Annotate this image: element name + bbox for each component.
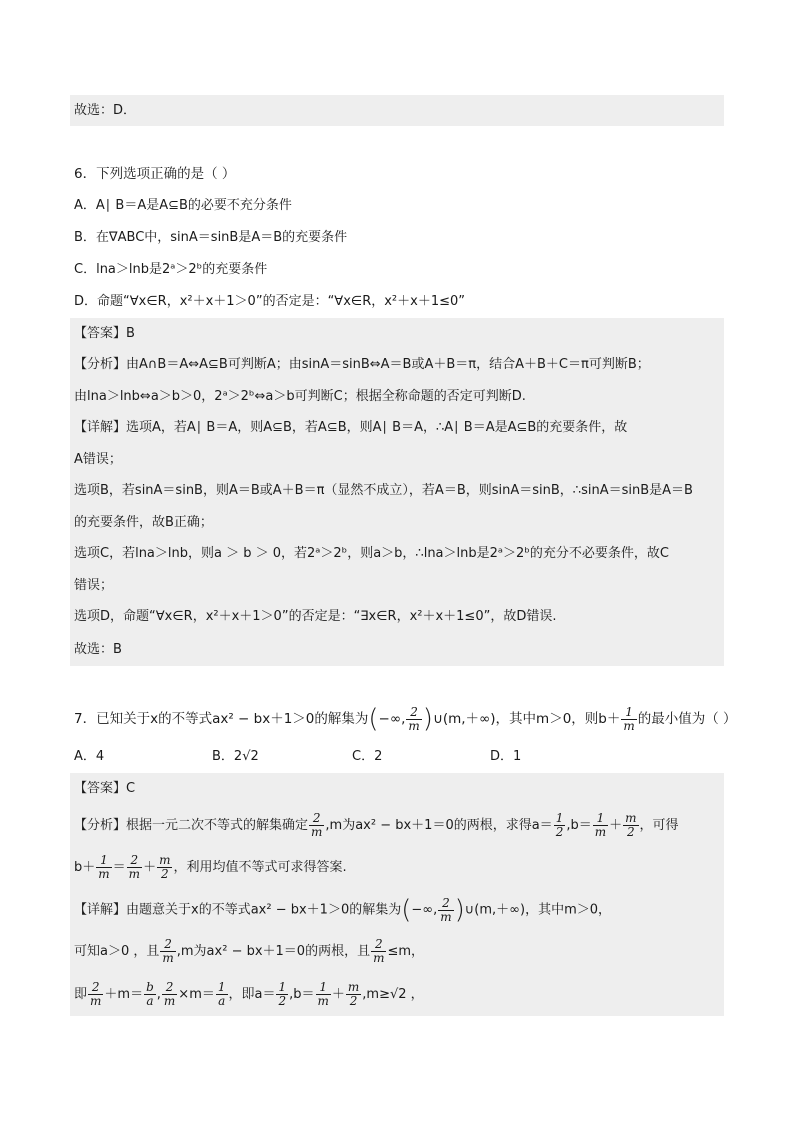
text: ,m为ax² − bx＋1＝0的两根，且 [176,944,371,959]
text: 即 [74,987,88,1002]
denominator: m [162,951,174,965]
text: 可知a＞0 ，且 [74,944,160,959]
denominator: m [98,867,110,881]
text: 6．下列选项正确的是（ ） [74,166,236,182]
answer-line [70,773,724,805]
denominator: 2 [555,825,564,839]
numerator: 1 [621,706,636,720]
text: , [156,987,161,1002]
denominator: m [373,951,385,965]
numerator: 1 [316,981,331,995]
denominator: m [311,825,323,839]
fraction [216,981,228,1007]
denominator: 2 [349,994,358,1008]
question-7-options [70,746,724,768]
text: A．A∣ B＝A是A⊆B的必要不充分条件 [74,198,292,213]
conclusion-line [70,633,724,666]
text: ∪(m,＋∞)，其中m＞0，则b＋ [432,711,621,727]
option-b [70,227,724,249]
numerator: 2 [160,938,175,952]
option-a [70,195,724,217]
text: 选项C，若lna＞lnb，则a ＞ b ＞ 0，若2ᵃ＞2ᵇ，则a＞b，∴lna＞lnb是2ᵃ＞2ᵇ的充分不必要条件，故C [74,546,669,561]
detail-line [70,973,724,1016]
text: −∞, [411,902,438,918]
text: ＋ [609,818,623,833]
analysis-line [70,349,724,381]
denominator: m [594,825,607,839]
text: C．lna＞lnb是2ᵃ＞2ᵇ的充要条件 [74,262,268,277]
text: ，利用均值不等式可求得答案. [173,860,347,875]
denominator: 2 [160,867,169,881]
numerator: 2 [309,812,324,826]
fraction [309,812,324,838]
denominator: m [163,994,176,1008]
fraction [157,854,172,880]
detail-line [70,570,724,601]
conclusion-line [70,95,724,126]
fraction [160,938,175,964]
text: ,m为ax² − bx＋1＝0的两根，求得a＝ [325,818,553,833]
denominator: m [90,994,102,1008]
numerator: b [146,980,154,995]
numerator: 1 [96,854,111,868]
text: 【详解】选项A，若A∣ B＝A，则A⊆B，若A⊆B，则A∣ B＝A，∴A∣ B＝A是A⊆B的充要条件，故 [74,420,628,435]
text: ，可得 [639,818,679,833]
denominator: 2 [278,994,287,1008]
numerator: m [625,811,637,826]
denominator: a [146,994,154,1008]
fraction [144,981,156,1007]
text: 【分析】由A∩B＝A⇔A⊆B可判断A；由sinA＝sinB⇔A＝B或A＋B＝π，结合A＋B＋C＝π可判断B； [74,357,650,372]
text: B．在∇ABC中，sinA＝sinB是A＝B的充要条件 [74,230,348,245]
text: ＋m＝ [104,987,144,1002]
text: 【答案】B [74,326,135,341]
text: 的充要条件，故B正确； [74,515,213,530]
text: 故选：B [74,642,122,657]
denominator: m [408,718,420,733]
denominator: m [128,867,141,881]
numerator: 1 [217,980,226,995]
text: ＝ [112,860,126,875]
detail-line [70,444,724,475]
numerator: 2 [88,981,103,995]
text: 选项B，若sinA＝sinB，则A＝B或A＋B＝π（显然不成立），若A＝B，则sinA＝sinB，∴sinA＝sinB是A＝B [74,483,693,498]
text: ∪(m,＋∞)，其中m＞0， [464,902,611,918]
fraction [438,897,453,923]
text: 选项D，命题“∀x∈R，x²＋x＋1＞0”的否定是：“∃x∈R，x²＋x＋1≤0”，故D错误. [74,609,557,624]
text: b＋ [74,860,96,875]
denominator: m [440,909,452,924]
fraction [127,854,142,880]
text: A错误； [74,452,122,467]
numerator: m [347,980,360,995]
denominator: a [218,994,226,1008]
fraction [316,981,331,1007]
denominator: m [623,718,635,733]
fraction [276,981,288,1007]
numerator: 1 [278,980,287,995]
numerator: 2 [162,981,177,995]
numerator: 2 [438,897,453,911]
option-c: C．2 [352,749,383,764]
analysis-line [70,847,724,889]
fraction [371,938,386,964]
detail-line [70,601,724,633]
paren: ) [454,895,465,925]
text: 【详解】由题意关于x的不等式ax² − bx＋1＞0的解集为 [74,902,402,918]
fraction [593,812,608,838]
text: 7．已知关于x的不等式ax² − bx＋1＞0的解集为 [74,711,369,727]
text: ,b＝ [566,818,592,833]
option-d: D．1 [490,749,522,764]
numerator: 1 [555,811,564,826]
answer-line [70,318,724,349]
detail-line [70,931,724,973]
numerator: 2 [127,854,142,868]
numerator: m [159,853,171,868]
paren: ) [422,704,433,734]
text: ≤m， [387,944,425,959]
detail-line [70,412,724,444]
text: ,b＝ [289,987,315,1002]
option-d [70,291,724,313]
numerator: 1 [593,812,608,826]
option-a: A．4 [74,749,105,764]
numerator: 2 [406,706,421,720]
fraction [623,812,638,838]
text: 错误； [74,578,114,593]
denominator: 2 [627,825,635,839]
fraction [96,854,111,880]
denominator: m [317,994,329,1008]
fraction [554,812,566,838]
text: 【分析】根据一元二次不等式的解集确定 [74,818,309,833]
text: 的最小值为（ ） [637,711,737,727]
fraction [346,981,361,1007]
fraction [162,981,177,1007]
text: ＋ [331,987,345,1002]
text: ，即a＝ [228,987,276,1002]
text: 故选：D． [74,103,137,118]
option-c [70,259,724,281]
text: 由lna＞lnb⇔a＞b＞0，2ᵃ＞2ᵇ⇔a＞b可判断C；根据全称命题的否定可判断D. [74,389,526,404]
detail-line [70,538,724,570]
text: 【答案】C [74,781,136,796]
paren: ( [401,895,412,925]
text: ×m＝ [178,987,215,1002]
detail-line [70,507,724,538]
option-b: B．2√2 [212,749,259,764]
analysis-line [70,381,724,412]
text: D．命题“∀x∈R，x²＋x＋1＞0”的否定是：“∀x∈R，x²＋x＋1≤0” [74,294,466,309]
fraction [88,981,103,1007]
numerator: 2 [371,938,386,952]
question-7-stem [70,699,737,739]
text: ,m≥√2 ， [362,987,424,1002]
text: ＋ [143,860,157,875]
detail-line [70,889,724,931]
fraction [621,706,636,732]
detail-line [70,475,724,507]
analysis-line [70,805,724,847]
paren: ( [368,704,379,734]
text: −∞, [378,711,406,727]
question-6-stem [70,163,724,185]
fraction [406,706,421,732]
